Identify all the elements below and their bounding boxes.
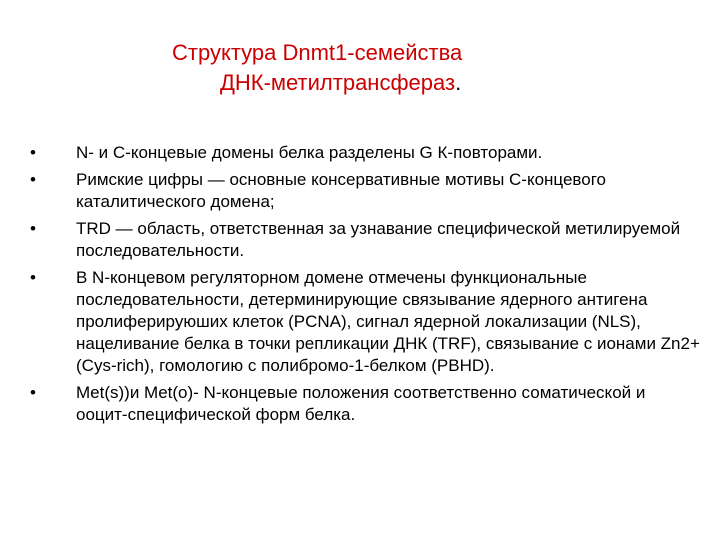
bullet-item xyxy=(30,267,700,377)
bullet-text: Met(s))и Met(o)- N-концевые положения соответственно соматической и ооцит-специфической форм белка. xyxy=(76,383,646,424)
bullet-text: N- и C-концевые домены белка разделены G К-повторами. xyxy=(76,143,543,162)
title-end-punctuation: . xyxy=(455,70,462,95)
bullet-list xyxy=(30,142,700,431)
bullet-item xyxy=(30,382,700,426)
bullet-marker: • xyxy=(30,219,36,238)
bullet-text: В N-концевом регуляторном домене отмечены функциональные последовательности, детерминирующие связывание ядерного антигена пролиферируюших клеток (PCNA), сигнал ядерной локализации (NLS), нацеливание белка в точки репликации ДНК (TRF), связывание с ионами Zn2+ (Cys-rich), гомологию с полибромо-1-белком (PBHD). xyxy=(76,268,700,375)
bullet-item xyxy=(30,218,700,262)
bullet-marker: • xyxy=(30,268,36,287)
slide-title xyxy=(172,38,692,98)
title-line-2-text: ДНК-метилтрансфераз xyxy=(220,70,456,95)
bullet-marker: • xyxy=(30,170,36,189)
bullet-item xyxy=(30,142,700,164)
title-line-2 xyxy=(172,68,692,98)
bullet-marker: • xyxy=(30,143,36,162)
bullet-text: Римские цифры — основные консервативные мотивы С-концевого каталитического домена; xyxy=(76,170,606,211)
title-line-1: Структура Dnmt1-семейства xyxy=(172,40,463,65)
bullet-item xyxy=(30,169,700,213)
bullet-marker: • xyxy=(30,383,36,402)
bullet-text: TRD — область, ответственная за узнавание специфической метилируемой последовательности. xyxy=(76,219,681,260)
